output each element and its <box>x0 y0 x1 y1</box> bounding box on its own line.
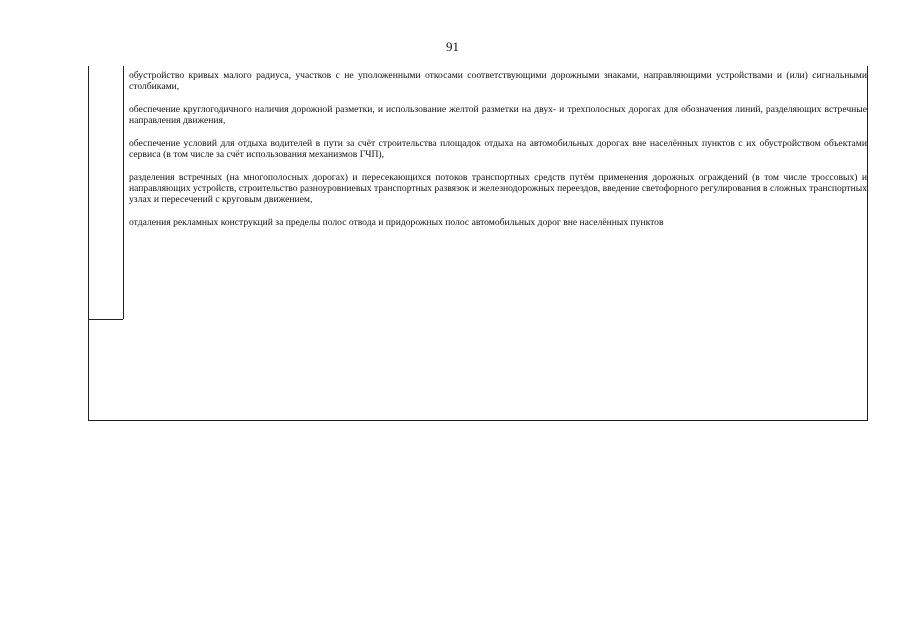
measure-paragraph-4: разделения встречных (на многополосных дорогах) и пересекающихся потоков транспортных средств путём применения дорожных ограждений (в том числе тросcовых) и направляющих устройств, строительство разноуровниевых транспортных развязок и железнодорожных переездов, введение светофорного регулирования в сложных транспортных узлах и пересечений с круговым движением, <box>129 172 867 205</box>
page-number: 91 <box>446 39 459 54</box>
left-column-rule <box>89 319 123 320</box>
measures-cell <box>129 70 867 240</box>
measure-paragraph-5: отдаления рекламных конструкций за пределы полос отвода и придорожных полос автомобильных дорог вне населённых пунктов <box>129 217 664 228</box>
measure-paragraph-3: обеспечение условий для отдыха водителей в пути за счёт строительства площадок отдыха на автомобильных дорогах вне населённых пунктов с их обустройством объектами сервиса (в том числе за счёт использования механизмов ГЧП), <box>129 138 867 160</box>
table-frame <box>88 66 868 421</box>
left-column-divider <box>123 66 124 319</box>
measure-paragraph-2: обеспечение круглогодичного наличия дорожной разметки, и использование желтой разметки на двух- и трехполосных дорогах для обозначения линий, разделяющих встречные направления движения, <box>129 104 867 126</box>
measure-paragraph-1: обустройство кривых малого радиуса, участков с не уположенными откосами соответствующими дорожными знаками, направляющими устройствами и (или) сигнальными столбиками, <box>129 70 867 92</box>
